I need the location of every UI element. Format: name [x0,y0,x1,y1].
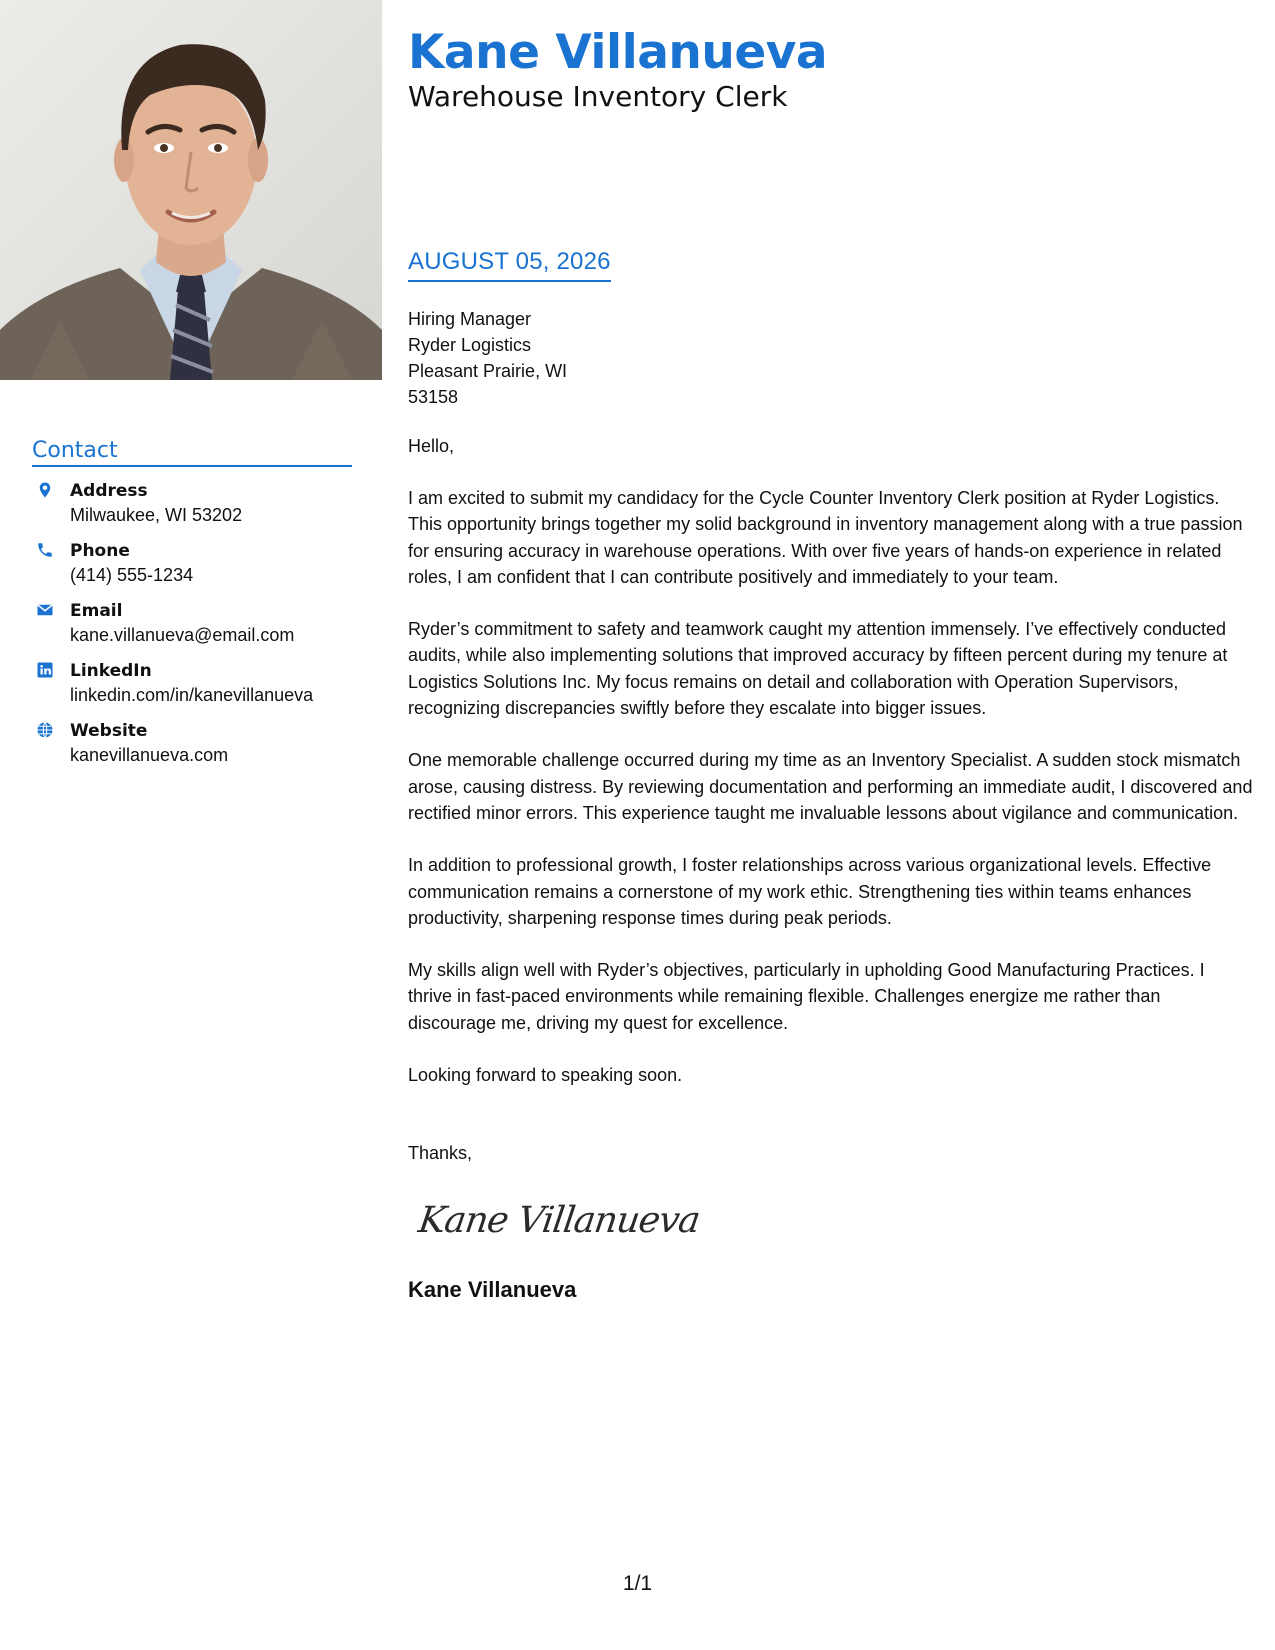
address-label: Address [70,481,148,501]
contact-heading: Contact [32,438,352,467]
handwritten-signature: Kane Villanueva [416,1200,702,1242]
contact-sidebar [32,438,352,779]
linkedin-icon [32,659,70,707]
recipient-line: Pleasant Prairie, WI [408,361,568,381]
email-label: Email [70,601,123,621]
linkedin-value[interactable]: linkedin.com/in/kanevillanueva [70,685,314,705]
recipient-block [408,306,1253,410]
contact-linkedin [32,659,352,707]
paragraph: Ryder’s commitment to safety and teamwork caught my attention immensely. I’ve effectively conducted audits, while also implementing solutions that improved accuracy by fifteen percent during my tenure at Logistics Solutions Inc. My focus remains on detail and collaboration with Operation Supervisors, recognizing discrepancies swiftly before they escalate into bigger issues. [408,619,1228,719]
paragraph: One memorable challenge occurred during my time as an Inventory Specialist. A sudden stock mismatch arose, causing distress. By reviewing documentation and performing an immediate audit, I discovered and rectified minor errors. This experience taught me invaluable lessons about vigilance and communication. [408,750,1253,823]
paragraph: My skills align well with Ryder’s objectives, particularly in upholding Good Manufacturing Practices. I thrive in fast-paced environments while remaining flexible. Challenges energize me rather than discourage me, driving my quest for excellence. [408,960,1205,1033]
paragraph: I am excited to submit my candidacy for the Cycle Counter Inventory Clerk position at Ryder Logistics. This opportunity brings together my solid background in inventory management along with a true passion for ensuring accuracy in warehouse operations. With over five years of hands-on experience in related roles, I am confident that I can contribute positively and immediately to your team. [408,488,1243,587]
envelope-icon [32,599,70,647]
recipient-line: Hiring Manager [408,309,532,329]
paragraph: Looking forward to speaking soon. [408,1065,683,1086]
letter-paragraphs [408,485,1253,1088]
globe-icon [32,719,70,767]
linkedin-label: LinkedIn [70,661,152,681]
phone-value: (414) 555-1234 [70,565,194,585]
phone-icon [32,539,70,587]
email-value[interactable]: kane.villanueva@email.com [70,625,295,645]
letter-body [408,306,1253,1303]
contact-address [32,479,352,527]
recipient-line: Ryder Logistics [408,335,532,355]
letter-date: AUGUST 05, 2026 [408,248,611,282]
profile-photo [0,0,382,380]
page-number: 1/1 [622,1572,653,1595]
letter-header [408,22,827,114]
closing: Thanks, [408,1143,473,1164]
address-value: Milwaukee, WI 53202 [70,505,243,525]
signer-name: Kane Villanueva [408,1277,577,1303]
phone-label: Phone [70,541,130,561]
paragraph: In addition to professional growth, I foster relationships across various organizational levels. Effective communication remains a cornerstone of my work ethic. Strengthening ties within teams enhances productivity, sharpening response times during peak periods. [408,855,1212,928]
map-pin-icon [32,479,70,527]
website-value[interactable]: kanevillanueva.com [70,745,229,765]
recipient-line: 53158 [408,387,459,407]
contact-email [32,599,352,647]
website-label: Website [70,721,148,741]
contact-website [32,719,352,767]
letter-date-block [408,248,611,282]
contact-phone [32,539,352,587]
job-title: Warehouse Inventory Clerk [408,80,788,113]
applicant-name: Kane Villanueva [408,25,828,80]
greeting: Hello, [408,436,455,456]
